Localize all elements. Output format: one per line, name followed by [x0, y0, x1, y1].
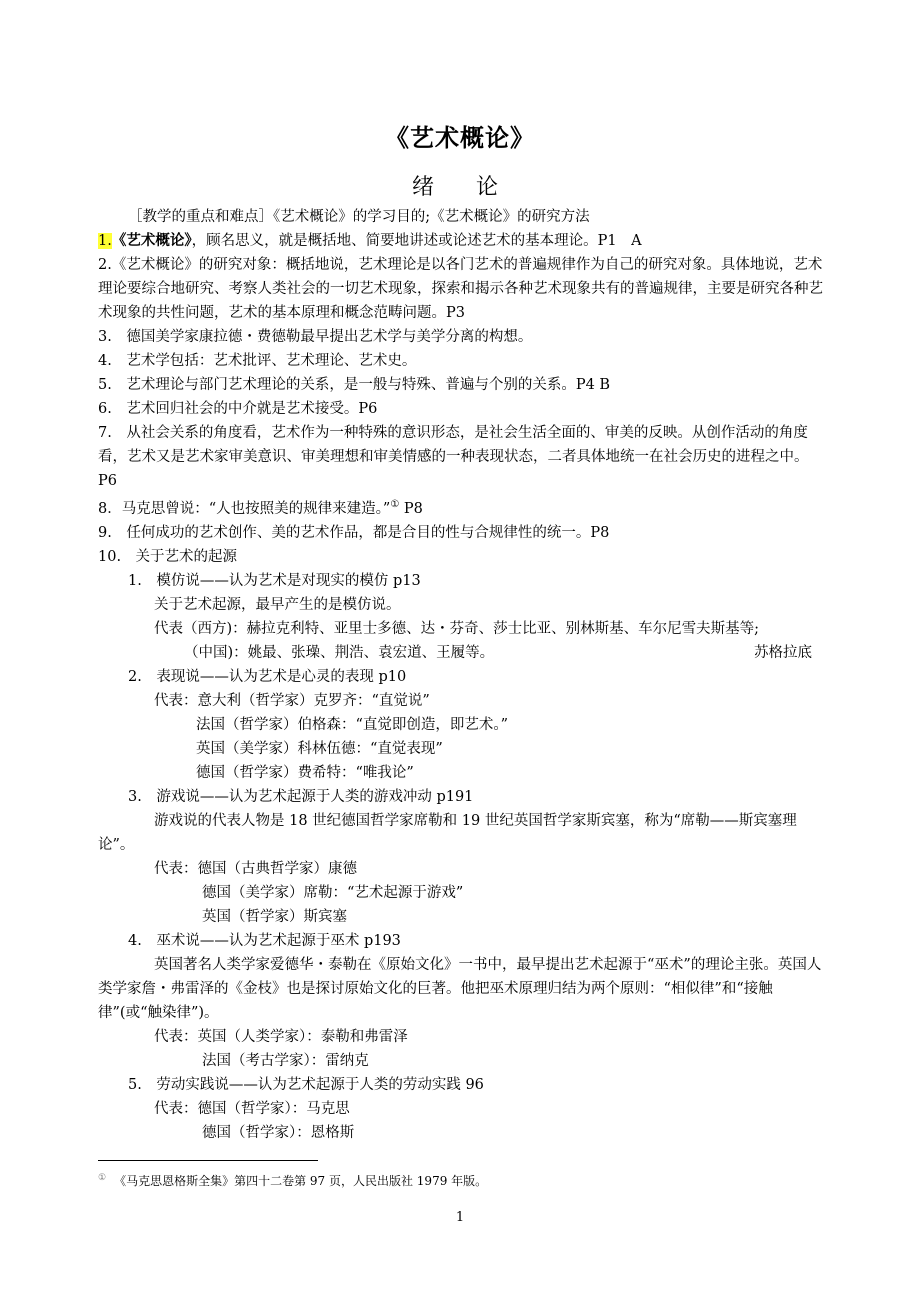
- sub-item-3-line-d: 英国（哲学家）斯宾塞: [202, 908, 347, 925]
- sub-item-5-line-a: 代表：德国（哲学家）：马克思: [154, 1100, 350, 1117]
- sub-item-2-line-d: 德国（哲学家）费希特：“唯我论”: [196, 764, 414, 781]
- bold-term: 《艺术概论》: [111, 232, 192, 249]
- sub-item-4: 4. 巫术说——认为艺术起源于巫术 p193: [128, 932, 401, 949]
- sub-item-3: 3. 游戏说——认为艺术起源于人类的游戏冲动 p191: [128, 788, 474, 805]
- sub-item-5: 5. 劳动实践说——认为艺术起源于人类的劳动实践 96: [128, 1076, 484, 1093]
- footnote-divider: [98, 1160, 318, 1161]
- section-heading: 绪 论: [411, 175, 508, 200]
- item-10: 10. 关于艺术的起源: [98, 548, 238, 565]
- sub-item-3-line-b: 代表：德国（古典哲学家）康德: [154, 860, 357, 877]
- footnote: [98, 1172, 487, 1189]
- item-2: 2.《艺术概论》的研究对象：概括地说，艺术理论是以各门艺术的普遍规律作为自己的研究对象。具体地说，艺术理论要综合地研究、考察人类社会的一切艺术现象，探索和揭示各种艺术现象共有的普遍规律，主要是研究各种艺术现象的共性问题，艺术的基本原理和概念范畴问题。P3: [98, 257, 823, 321]
- item-4: 4. 艺术学包括：艺术批评、艺术理论、艺术史。: [98, 353, 417, 369]
- item-3: 3. 德国美学家康拉德・费德勒最早提出艺术学与美学分离的构想。: [98, 329, 533, 345]
- page-number: 1: [455, 1210, 465, 1225]
- sub-item-2-line-b: 法国（哲学家）伯格森：“直觉即创造，即艺术。”: [196, 716, 509, 733]
- highlighted-number: 1.: [98, 233, 112, 249]
- document-title: 《艺术概论》: [385, 124, 535, 152]
- document-body: [98, 205, 826, 1145]
- sub-item-1-right-note: 苏格拉底: [754, 644, 812, 661]
- sub-item-5-line-b: 德国（哲学家）：恩格斯: [202, 1124, 355, 1141]
- item-8-page: P8: [399, 500, 423, 517]
- sub-item-1-line-c: [98, 641, 826, 665]
- item-9: 9. 任何成功的艺术创作、美的艺术作品，都是合目的性与合规律性的统一。P8: [98, 524, 610, 541]
- item-8-text: 8．马克思曾说：“人也按照美的规律来建造。”: [98, 500, 391, 517]
- item-6: 6. 艺术回归社会的中介就是艺术接受。P6: [98, 401, 378, 417]
- item-8: [98, 493, 826, 521]
- key-points-line: ［教学的重点和难点］《艺术概论》的学习目的;《艺术概论》的研究方法: [128, 209, 590, 225]
- sub-item-3-line-a: 游戏说的代表人物是 18 世纪德国哲学家席勒和 19 世纪英国哲学家斯宾塞，称为“席勒——斯宾塞理论”。: [98, 812, 797, 853]
- item-5: 5. 艺术理论与部门艺术理论的关系，是一般与特殊、普遍与个别的关系。P4 B: [98, 377, 611, 393]
- footnote-ref[interactable]: ①: [390, 499, 400, 510]
- sub-item-1-line-b: 代表（西方)：赫拉克利特、亚里士多德、达・芬奇、莎士比亚、别林斯基、车尔尼雪夫斯基等;: [154, 620, 760, 637]
- footnote-text: 《马克思恩格斯全集》第四十二卷第 97 页，人民出版社 1979 年版。: [114, 1174, 488, 1188]
- sub-item-2-line-c: 英国（美学家）科林伍德：“直觉表现”: [196, 740, 443, 757]
- item-7: 7. 从社会关系的角度看，艺术作为一种特殊的意识形态，是社会生活全面的、审美的反映。从创作活动的角度看，艺术又是艺术家审美意识、审美理想和审美情感的一种表现状态，二者具体地统一在社会历史的进程之中。P6: [98, 425, 809, 489]
- sub-item-2: 2. 表现说——认为艺术是心灵的表现 p10: [128, 668, 407, 685]
- sub-item-3-line-c: 德国（美学家）席勒：“艺术起源于游戏”: [202, 884, 464, 901]
- item-1: [98, 229, 826, 253]
- sub-item-4-line-a: 英国著名人类学家爱德华・泰勒在《原始文化》一书中，最早提出艺术起源于“巫术”的理论主张。英国人类学家詹・弗雷泽的《金枝》也是探讨原始文化的巨著。他把巫术原理归结为两个原则：“相似律”和“接触律”(或“触染律”)。: [98, 956, 822, 1021]
- sub-item-2-line-a: 代表：意大利（哲学家）克罗齐：“直觉说”: [154, 692, 430, 709]
- sub-item-1: 1. 模仿说——认为艺术是对现实的模仿 p13: [128, 572, 421, 589]
- footnote-mark: ①: [98, 1173, 107, 1183]
- sub-item-4-line-c: 法国（考古学家）：雷纳克: [202, 1052, 369, 1069]
- sub-item-1-line-a: 关于艺术起源，最早产生的是模仿说。: [154, 596, 401, 613]
- sub-item-4-line-b: 代表：英国（人类学家）：泰勒和弗雷泽: [154, 1028, 408, 1045]
- item-1-text: ，顾名思义，就是概括地、简要地讲述或论述艺术的基本理论。P1 A: [191, 233, 642, 249]
- sub-item-1-china: （中国)：姚最、张璪、荆浩、袁宏道、王履等。: [184, 644, 495, 661]
